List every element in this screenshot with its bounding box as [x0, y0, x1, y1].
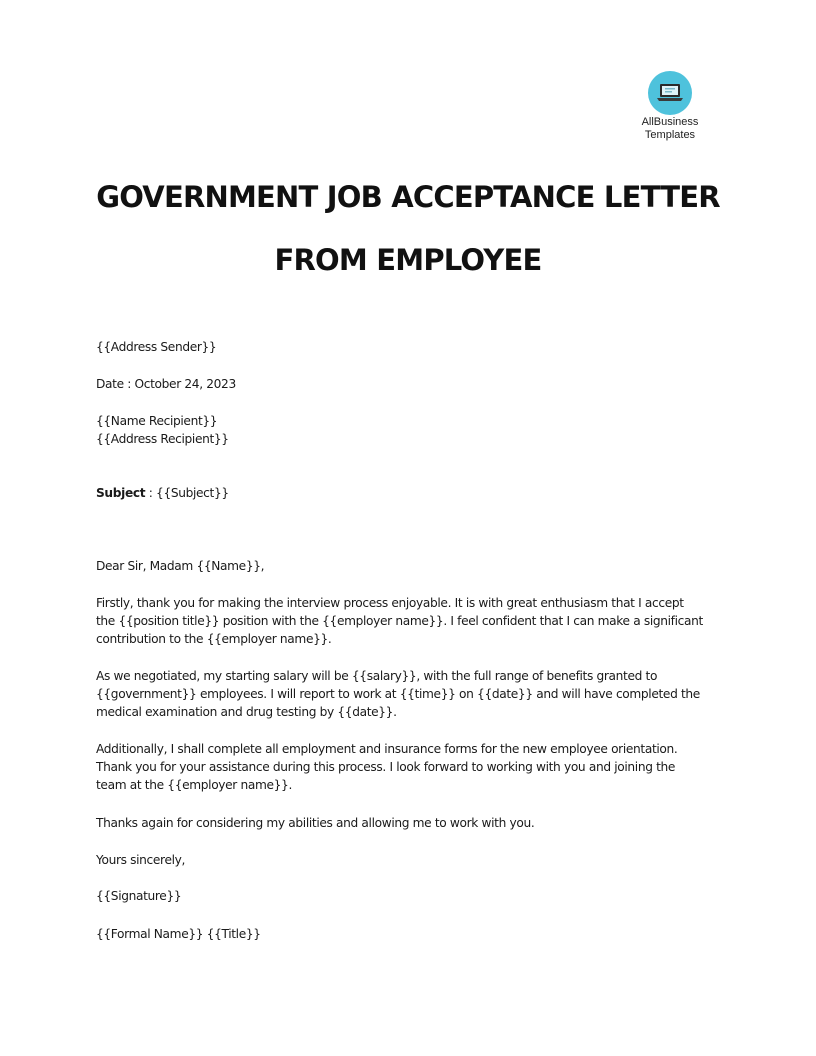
paragraph-3-line: Additionally, I shall complete all employment and insurance forms for the new employee orientation.: [96, 742, 678, 756]
logo-line-2: Templates: [644, 129, 696, 141]
paragraph-2-line: As we negotiated, my starting salary will be {{salary}}, with the full range of benefits granted to: [96, 669, 658, 683]
paragraph-3-line: Thank you for your assistance during this process. I look forward to working with you and joining the: [96, 760, 676, 774]
closing: Yours sincerely,: [96, 853, 186, 867]
formal-name-placeholder: {{Formal Name}} {{Title}}: [96, 927, 261, 941]
subject-label: Subject: [96, 486, 146, 500]
paragraph-1: [96, 594, 703, 648]
paragraph-2-line: {{government}} employees. I will report to work at {{time}} on {{date}} and will have completed the: [96, 687, 700, 701]
allbusiness-templates-logo: [630, 71, 710, 142]
subject-value: : {{Subject}}: [145, 486, 229, 500]
address-recipient: {{Address Recipient}}: [96, 432, 229, 446]
paragraph-3-line: team at the {{employer name}}.: [96, 778, 292, 792]
logo-line-1: AllBusiness: [641, 116, 699, 128]
paragraph-2-line: medical examination and drug testing by {{date}}.: [96, 705, 397, 719]
document-title-line-1: GOVERNMENT JOB ACCEPTANCE LETTER: [96, 180, 720, 214]
subject-line: [96, 484, 229, 502]
paragraph-1-line: Firstly, thank you for making the interview process enjoyable. It is with great enthusiasm that I accept: [96, 596, 684, 610]
paragraph-2: [96, 667, 700, 721]
letter-date: Date : October 24, 2023: [96, 377, 236, 391]
document-title-line-2: FROM EMPLOYEE: [274, 243, 542, 277]
laptop-icon: [648, 71, 692, 115]
name-recipient: {{Name Recipient}}: [96, 414, 218, 428]
signature-placeholder: {{Signature}}: [96, 889, 182, 903]
paragraph-1-line: the {{position title}} position with the {{employer name}}. I feel confident that I can make a significant: [96, 614, 703, 628]
paragraph-3: [96, 740, 677, 794]
paragraph-1-line: contribution to the {{employer name}}.: [96, 632, 332, 646]
logo-text: [630, 116, 710, 142]
address-sender: {{Address Sender}}: [96, 340, 217, 354]
paragraph-4: Thanks again for considering my abilities and allowing me to work with you.: [96, 816, 535, 830]
salutation: Dear Sir, Madam {{Name}},: [96, 559, 265, 573]
